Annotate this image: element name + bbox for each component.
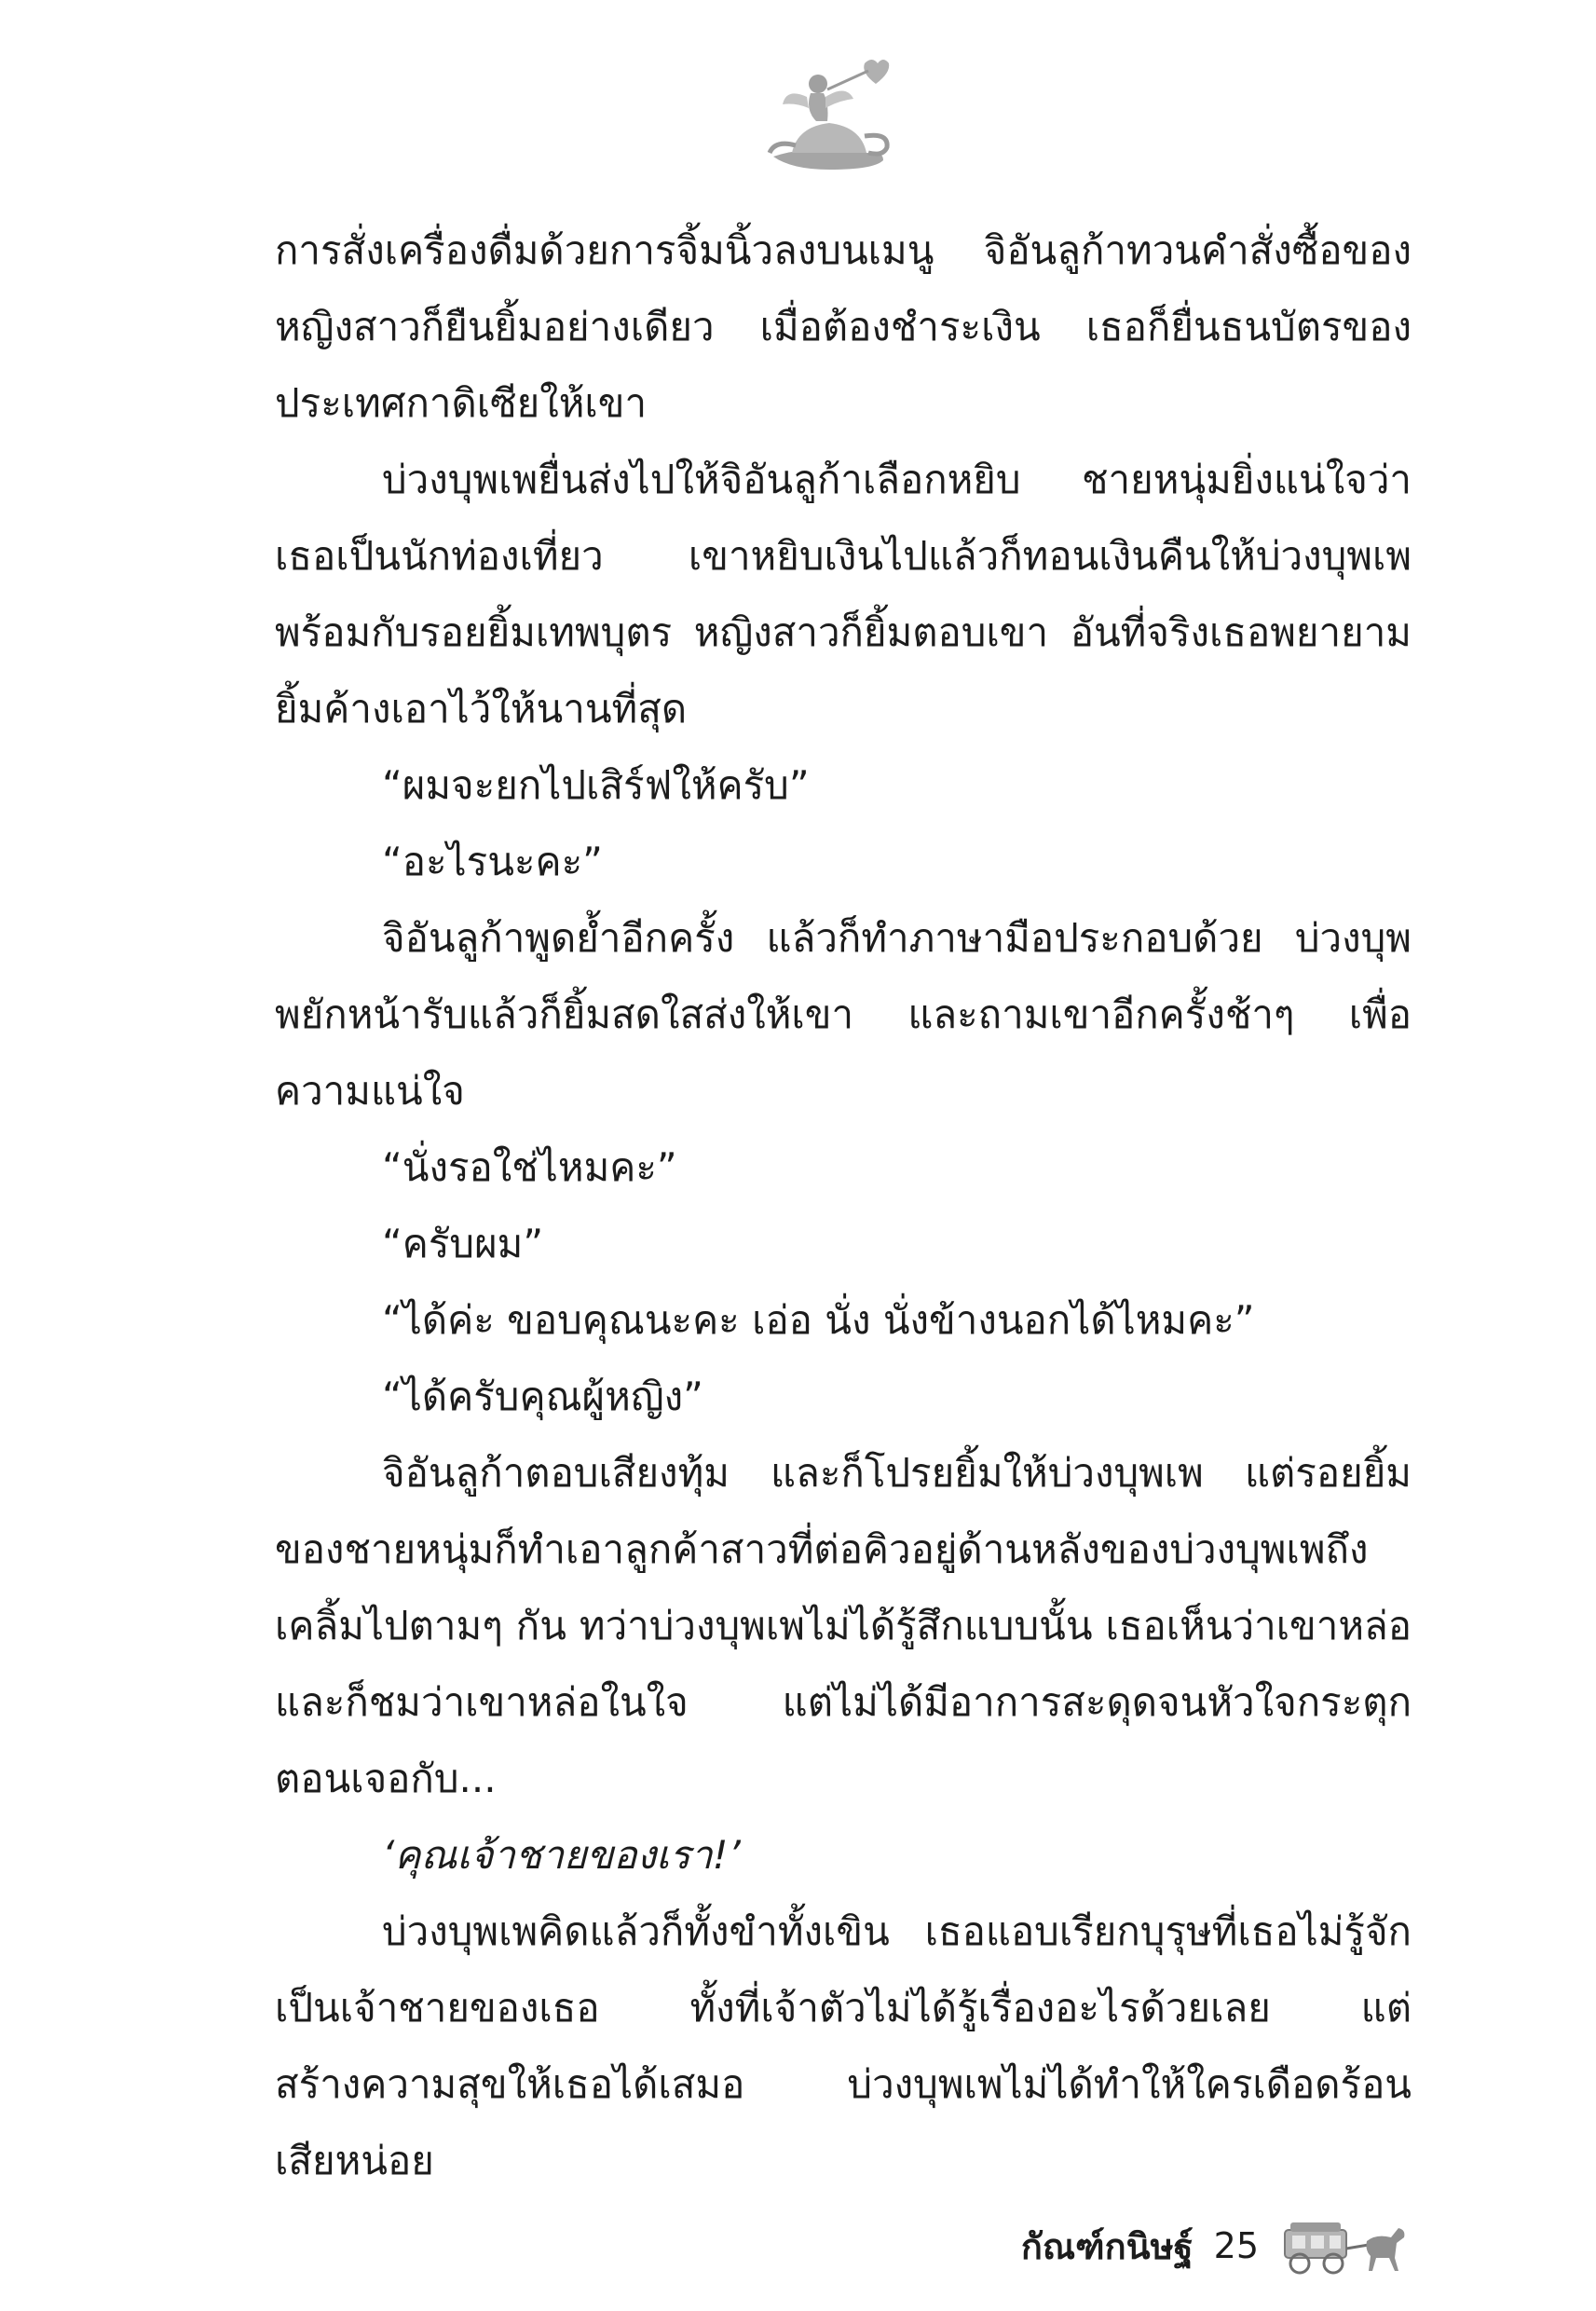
text-line: พร้อมกับรอยยิ้มเทพบุตร หญิงสาวก็ยิ้มตอบเขา อันที่จริงเธอพยายาม [275,609,1412,655]
text-line: “ได้ค่ะ ขอบคุณนะคะ เอ่อ นั่ง นั่งข้างนอกได้ไหมคะ” [382,1297,1255,1343]
text-line: ‘คุณเจ้าชายของเรา!’ [382,1832,741,1878]
text-line: พยักหน้ารับแล้วก็ยิ้มสดใสส่งให้เขา และถามเขาอีกครั้งช้าๆ เพื่อ [275,991,1412,1037]
text-line: ยิ้มค้างเอาไว้ให้นานที่สุด [275,686,688,732]
text-line: เป็นเจ้าชายของเธอ ทั้งที่เจ้าตัวไม่ได้รู้เรื่องอะไรด้วยเลย แต่ [275,1985,1412,2031]
text-line: ของชายหนุ่มก็ทำเอาลูกค้าสาวที่ต่อคิวอยู่ด้านหลังของบ่วงบุพเพถึง [275,1526,1369,1572]
page-number: 25 [1213,2225,1259,2266]
text-line: ความแน่ใจ [275,1068,465,1114]
text-line: “ผมจะยกไปเสิร์ฟให้ครับ” [382,762,810,808]
text-line: “ครับผม” [382,1221,544,1266]
text-line: “อะไรนะคะ” [382,839,603,884]
text-line: และก็ชมว่าเขาหล่อในใจ แต่ไม่ได้มีอาการสะดุดจนหัวใจกระตุก [275,1679,1412,1725]
cupid-teapot-icon [764,56,894,177]
book-title: กัณฑ์กนิษฐ์ [1020,2225,1194,2267]
text-body [275,212,1412,2199]
text-line: การสั่งเครื่องดื่มด้วยการจิ้มนิ้วลงบนเมนู จิอันลูก้าทวนคำสั่งซื้อของ [275,227,1412,273]
page-footer [1021,2213,1410,2278]
text-line: จิอันลูก้าพูดย้ำอีกครั้ง แล้วก็ทำภาษามือประกอบด้วย บ่วงบุพ [382,915,1412,961]
text-line: “ได้ครับคุณผู้หญิง” [382,1374,703,1419]
text-line: เสียหน่อย [275,2138,434,2183]
text-line: บ่วงบุพเพคิดแล้วก็ทั้งขำทั้งเขิน เธอแอบเรียกบุรุษที่เธอไม่รู้จัก [382,1908,1412,1954]
text-line: สร้างความสุขให้เธอได้เสมอ บ่วงบุพเพไม่ได้ทำให้ใครเดือดร้อน [275,2061,1412,2107]
text-line: เคลิ้มไปตามๆ กัน ทว่าบ่วงบุพเพไม่ได้รู้สึกแบบนั้น เธอเห็นว่าเขาหล่อ [275,1603,1412,1648]
text-line: หญิงสาวก็ยืนยิ้มอย่างเดียว เมื่อต้องชำระเงิน เธอก็ยื่นธนบัตรของ [275,304,1412,349]
text-line: ตอนเจอกับ... [275,1756,497,1801]
text-line: จิอันลูก้าตอบเสียงทุ้ม และก็โปรยยิ้มให้บ่วงบุพเพ แต่รอยยิ้ม [382,1450,1412,1496]
text-line: บ่วงบุพเพยื่นส่งไปให้จิอันลูก้าเลือกหยิบ ชายหนุ่มยิ่งแน่ใจว่า [382,457,1412,502]
horse-carriage-icon [1279,2217,1410,2275]
text-line: เธอเป็นนักท่องเที่ยว เขาหยิบเงินไปแล้วก็ทอนเงินคืนให้บ่วงบุพเพ [275,533,1412,579]
text-line: “นั่งรอใช่ไหมคะ” [382,1144,677,1190]
text-line: ประเทศกาดิเซียให้เขา [275,380,648,426]
